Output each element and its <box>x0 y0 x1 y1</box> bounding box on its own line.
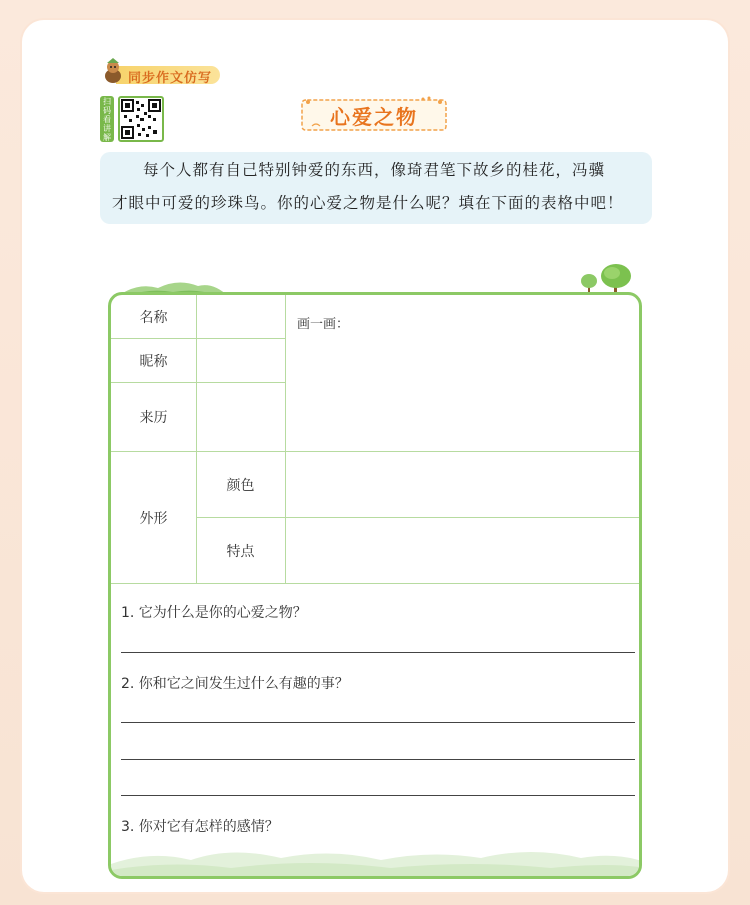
name-input-cell[interactable] <box>196 295 285 338</box>
nickname-input-cell[interactable] <box>196 339 285 382</box>
qr-code-block[interactable] <box>100 96 166 142</box>
feature-input-cell[interactable] <box>286 518 642 583</box>
answer-line[interactable] <box>121 652 635 653</box>
color-label: 颜色 <box>226 477 255 494</box>
answer-line[interactable] <box>121 795 635 796</box>
qr-side-char: 讲 <box>103 123 111 133</box>
feature-label: 特点 <box>226 543 255 560</box>
section-tag-label: 同步作文仿写 <box>128 71 213 86</box>
question-2: 2. 你和它之间发生过什么有趣的事？ <box>121 676 349 692</box>
origin-label: 来历 <box>139 410 168 426</box>
origin-input-cell[interactable] <box>196 383 285 451</box>
answer-line[interactable] <box>121 759 635 760</box>
intro-box <box>100 152 652 224</box>
qr-side-char: 码 <box>103 105 111 115</box>
answer-line[interactable] <box>121 722 635 723</box>
section-tag <box>102 64 222 84</box>
qr-side-char: 扫 <box>103 96 111 106</box>
color-input-cell[interactable] <box>286 452 642 517</box>
question-3: 3. 你对它有怎样的感情？ <box>121 819 279 835</box>
appearance-label: 外形 <box>139 510 168 527</box>
name-label: 名称 <box>139 309 168 326</box>
qr-side-char: 解 <box>103 132 111 142</box>
hills-background-icon <box>111 836 642 876</box>
qr-code-icon <box>118 96 164 142</box>
qr-side-label <box>100 96 114 142</box>
page-title: 心爱之物 <box>330 104 418 129</box>
qr-side-char: 看 <box>103 114 111 124</box>
tree-decoration-icon <box>578 262 642 294</box>
question-1: 1. 它为什么是你的心爱之物？ <box>121 605 307 621</box>
draw-label: 画一画： <box>297 317 350 332</box>
drawing-area[interactable] <box>286 295 642 451</box>
nickname-label: 昵称 <box>139 353 168 370</box>
mascot-icon <box>102 58 124 84</box>
intro-line-2: 才眼中可爱的珍珠鸟。你的心爱之物是什么呢？填在下面的表格中吧！ <box>112 194 624 212</box>
intro-line-1: 每个人都有自己特别钟爱的东西，像琦君笔下故乡的桂花，冯骥 <box>143 161 606 179</box>
title-banner <box>298 96 450 134</box>
favorite-item-table <box>108 292 642 879</box>
table-divider <box>111 583 642 584</box>
